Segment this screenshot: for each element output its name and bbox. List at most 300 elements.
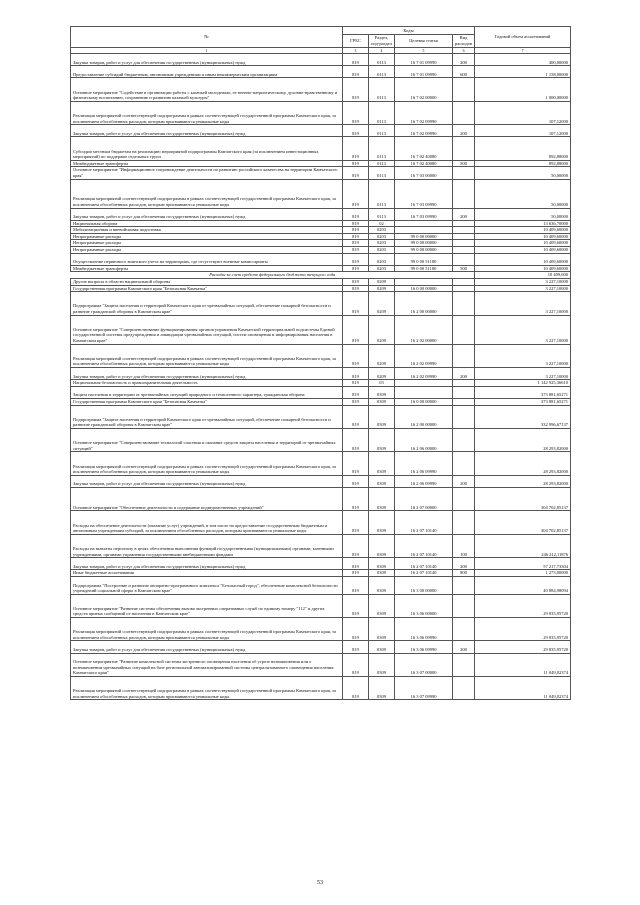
grbs-cell: 819 (343, 167, 369, 179)
expense-type-cell (453, 233, 475, 240)
table-row (71, 78, 571, 101)
table-row (71, 405, 571, 428)
grbs-cell: 819 (343, 227, 369, 234)
sum-cell: 10 409,60000 (475, 240, 571, 247)
section-cell: 0309 (369, 428, 395, 451)
grbs-cell: 819 (343, 54, 369, 66)
table-row (71, 594, 571, 617)
table-row (71, 220, 571, 227)
expense-type-cell: 100 (453, 534, 475, 557)
table-row (71, 101, 571, 124)
section-cell: 0113 (369, 54, 395, 66)
target-article-cell: 16 3 06 09990 (395, 618, 453, 641)
section-cell: 0309 (369, 576, 395, 594)
target-article-cell: 16 3 00 00000 (395, 576, 453, 594)
grbs-cell: 819 (343, 558, 369, 570)
expense-type-cell (453, 227, 475, 234)
column-index: 7 (475, 48, 571, 54)
name-cell: Расходы на выплаты персоналу в целях обеспечения выполнения функций государственными (муниципальными) органами, казенными учреждениями, органами управления государственными внебюджетными фондами (71, 534, 343, 557)
header-razdel: Раздел, под-раздел (369, 35, 395, 48)
section-cell: 0113 (369, 125, 395, 137)
expense-type-cell (453, 220, 475, 227)
target-article-cell: 16 7 02 40080 (395, 137, 453, 160)
grbs-cell: 819 (343, 233, 369, 240)
name-cell: Национальная оборона (71, 220, 343, 227)
grbs-cell: 819 (343, 428, 369, 451)
section-cell: 0309 (369, 398, 395, 405)
target-article-cell: 16 7 03 09990 (395, 208, 453, 220)
column-index: 3 (343, 48, 369, 54)
expense-type-cell (453, 576, 475, 594)
target-article-cell: 99 0 00 00000 (395, 247, 453, 254)
name-cell: Подпрограмма "Защита населения и территорий Камчатского края от чрезвычайных ситуаций, обеспечение пожарной безопасности и развитие гражданской обороны в Камчатском крае" (71, 292, 343, 315)
table-row (71, 487, 571, 510)
budget-table-page (70, 26, 570, 700)
table-row (71, 66, 571, 78)
target-article-cell: 16 7 02 40080 (395, 160, 453, 167)
grbs-cell: 819 (343, 137, 369, 160)
name-cell: Реализация мероприятий соответствующей подпрограммы в рамках соответствующей государственной программы Камчатского края, за исключением обособленных расходов, которым присваиваются уникальные коды (71, 677, 343, 700)
section-cell: 0309 (369, 641, 395, 653)
sum-cell: 3 227,10000 (475, 285, 571, 292)
section-cell: 0203 (369, 253, 395, 265)
expense-type-cell: 200 (453, 475, 475, 487)
section-cell: 0209 (369, 279, 395, 286)
grbs-cell: 819 (343, 208, 369, 220)
grbs-cell: 819 (343, 398, 369, 405)
expense-type-cell: 200 (453, 125, 475, 137)
table-row (71, 511, 571, 534)
sum-cell: 3 227,10000 (475, 344, 571, 367)
table-row (71, 240, 571, 247)
target-article-cell: 16 3 06 09990 (395, 641, 453, 653)
section-cell: 0203 (369, 240, 395, 247)
note-cell: Расходы за счет средств федерального бюджета текущего года (71, 272, 475, 279)
section-cell: 0309 (369, 452, 395, 475)
sum-cell: 332 996,67137 (475, 405, 571, 428)
target-article-cell: 16 2 00 00000 (395, 292, 453, 315)
table-row (71, 576, 571, 594)
name-cell: Реализация мероприятий соответствующей подпрограммы в рамках соответствующей государственной программы Камчатского края, за исключением обособленных расходов, которым присваиваются уникальные коды (71, 179, 343, 208)
expense-type-cell: 800 (453, 570, 475, 577)
expense-type-cell (453, 78, 475, 101)
sum-cell: 29 835,95720 (475, 618, 571, 641)
sum-cell: 373 881,65271 (475, 398, 571, 405)
grbs-cell: 819 (343, 315, 369, 344)
expense-type-cell: 600 (453, 66, 475, 78)
section-cell: 0113 (369, 66, 395, 78)
section-cell: 0203 (369, 227, 395, 234)
name-cell: Реализация мероприятий соответствующей подпрограммы в рамках соответствующей государственной программы Камчатского края, за исключением обособленных расходов, которым присваиваются уникальные коды (71, 452, 343, 475)
section-cell: 0203 (369, 265, 395, 272)
table-row (71, 233, 571, 240)
sum-cell: 10 409,600 (475, 272, 571, 279)
sum-cell: 246 212,11876 (475, 534, 571, 557)
sum-cell: 373 881,65271 (475, 386, 571, 398)
grbs-cell: 819 (343, 576, 369, 594)
name-cell: Закупка товаров, работ и услуг для обеспечения государственных (муниципальных) нужд (71, 641, 343, 653)
table-row (71, 272, 571, 279)
target-article-cell (395, 279, 453, 286)
grbs-cell: 819 (343, 380, 369, 387)
target-article-cell: 16 7 01 09990 (395, 54, 453, 66)
name-cell: Закупка товаров, работ и услуг для обеспечения государственных (муниципальных) нужд (71, 368, 343, 380)
section-cell: 0209 (369, 368, 395, 380)
target-article-cell: 16 3 07 00000 (395, 653, 453, 676)
name-cell: Субсидии местным бюджетам на реализацию мероприятий подпрограммы Камчатского края (за исключением инвестиционных мероприятий) по поддержке отдельных групп (71, 137, 343, 160)
grbs-cell: 819 (343, 285, 369, 292)
name-cell: Основное мероприятие "Совершенствование технологий спасения и оказание средств защиты населения и территорий от чрезвычайных ситуаций" (71, 428, 343, 451)
expense-type-cell (453, 405, 475, 428)
sum-cell: 10 409,60000 (475, 265, 571, 272)
sum-cell: 3 227,10000 (475, 315, 571, 344)
sum-cell: 50,00000 (475, 208, 571, 220)
target-article-cell: 99 0 00 51180 (395, 265, 453, 272)
section-cell: 0209 (369, 285, 395, 292)
table-row (71, 398, 571, 405)
target-article-cell: 16 7 02 09990 (395, 101, 453, 124)
grbs-cell: 819 (343, 570, 369, 577)
grbs-cell: 819 (343, 368, 369, 380)
name-cell: Межбюджетные трансферты (71, 265, 343, 272)
sum-cell: 10 409,60000 (475, 253, 571, 265)
expense-type-cell (453, 247, 475, 254)
name-cell: Государственная программа Камчатского края "Безопасная Камчатка" (71, 398, 343, 405)
section-cell: 0309 (369, 618, 395, 641)
section-cell: 0309 (369, 511, 395, 534)
grbs-cell: 819 (343, 78, 369, 101)
target-article-cell (395, 380, 453, 387)
sum-cell: 13 636,70000 (475, 220, 571, 227)
sum-cell: 304 702,85137 (475, 511, 571, 534)
grbs-cell: 819 (343, 475, 369, 487)
expense-type-cell (453, 452, 475, 475)
section-cell: 0309 (369, 487, 395, 510)
target-article-cell: 16 2 02 09990 (395, 368, 453, 380)
expense-type-cell (453, 594, 475, 617)
grbs-cell: 819 (343, 344, 369, 367)
target-article-cell: 99 0 00 00000 (395, 240, 453, 247)
target-article-cell: 16 2 07 10140 (395, 558, 453, 570)
section-cell: 03 (369, 380, 395, 387)
table-row (71, 125, 571, 137)
name-cell: Мобилизационная и вневойсковая подготовка (71, 227, 343, 234)
grbs-cell: 819 (343, 405, 369, 428)
grbs-cell: 819 (343, 279, 369, 286)
table-body (71, 54, 571, 700)
grbs-cell: 819 (343, 511, 369, 534)
sum-cell: 28 293,82000 (475, 428, 571, 451)
name-cell: Основное мероприятие "Совершенствование функционирования органов управления Камчатской территориальной подсистемы Единой государственной системы предупреждения и ликвидации чрезвычайных ситуаций, систем оповещения и информирования населения в Камчатском крае" (71, 315, 343, 344)
grbs-cell: 819 (343, 253, 369, 265)
sum-cell: 29 835,95720 (475, 641, 571, 653)
name-cell: Подпрограмма "Построение и развитие аппаратно-программного комплекса "Безопасный город", обеспечение комплексной безопасности учреждений социальной сферы в Камчатском крае" (71, 576, 343, 594)
name-cell: Закупка товаров, работ и услуг для обеспечения государственных (муниципальных) нужд (71, 558, 343, 570)
grbs-cell: 819 (343, 452, 369, 475)
name-cell: Иные бюджетные ассигнования (71, 570, 343, 577)
sum-cell: 400,00000 (475, 54, 571, 66)
grbs-cell: 819 (343, 125, 369, 137)
grbs-cell: 819 (343, 618, 369, 641)
name-cell: Непрограммные расходы (71, 233, 343, 240)
section-cell: 0309 (369, 653, 395, 676)
name-cell: Основное мероприятие "Развитие комплексной системы экстренного оповещения населения об угрозе возникновения или о возникновении чрезвычайных ситуаций на базе региональной автоматизированной системы централизованного оповещения населения Камчатского края" (71, 653, 343, 676)
name-cell: Закупка товаров, работ и услуг для обеспечения государственных (муниципальных) нужд (71, 208, 343, 220)
name-cell: Реализация мероприятий соответствующей подпрограммы в рамках соответствующей государственной программы Камчатского края, за исключением обособленных расходов, которым присваиваются уникальные коды (71, 618, 343, 641)
name-cell: Предоставление субсидий бюджетным, автономным учреждениям и иным некоммерческим организациям (71, 66, 343, 78)
expense-type-cell (453, 677, 475, 700)
sum-cell: 10 409,60000 (475, 233, 571, 240)
target-article-cell: 99 0 00 00000 (395, 233, 453, 240)
section-cell: 0113 (369, 167, 395, 179)
grbs-cell: 819 (343, 641, 369, 653)
target-article-cell: 16 2 02 09990 (395, 344, 453, 367)
grbs-cell: 819 (343, 265, 369, 272)
section-cell: 0203 (369, 233, 395, 240)
section-cell: 0209 (369, 292, 395, 315)
target-article-cell: 16 2 06 00000 (395, 428, 453, 451)
name-cell: Непрограммные расходы (71, 240, 343, 247)
grbs-cell: 819 (343, 487, 369, 510)
sum-cell: 10 409,60000 (475, 247, 571, 254)
name-cell: Национальная безопасность и правоохранительная деятельность (71, 380, 343, 387)
header-tsel: Целевая статья (395, 35, 453, 48)
name-cell: Непрограммные расходы (71, 247, 343, 254)
expense-type-cell (453, 380, 475, 387)
target-article-cell: 16 2 00 00000 (395, 405, 453, 428)
grbs-cell: 819 (343, 534, 369, 557)
table-row (71, 380, 571, 387)
table-row (71, 265, 571, 272)
target-article-cell: 16 7 02 00000 (395, 78, 453, 101)
section-cell: 0209 (369, 315, 395, 344)
target-article-cell (395, 220, 453, 227)
expense-type-cell (453, 285, 475, 292)
sum-cell: 28 293,82000 (475, 452, 571, 475)
table-row (71, 54, 571, 66)
expense-type-cell (453, 344, 475, 367)
expense-type-cell (453, 253, 475, 265)
section-cell: 0113 (369, 160, 395, 167)
section-cell: 0113 (369, 101, 395, 124)
section-cell: 0309 (369, 570, 395, 577)
sum-cell: 107,12000 (475, 125, 571, 137)
section-cell: 0209 (369, 344, 395, 367)
sum-cell: 40 884,98094 (475, 576, 571, 594)
expense-type-cell: 200 (453, 641, 475, 653)
expense-type-cell (453, 179, 475, 208)
table-row (71, 677, 571, 700)
table-row (71, 452, 571, 475)
name-cell: Основное мероприятие "Обеспечение деятельности и содержание подведомственных учреждений" (71, 487, 343, 510)
grbs-cell: 819 (343, 220, 369, 227)
expense-type-cell (453, 428, 475, 451)
expense-type-cell (453, 167, 475, 179)
table-row (71, 253, 571, 265)
sum-cell: 1 142 925,36610 (475, 380, 571, 387)
target-article-cell: 16 7 01 09990 (395, 66, 453, 78)
grbs-cell: 819 (343, 101, 369, 124)
name-cell: Защита населения и территории от чрезвычайных ситуаций природного и техногенного характера, гражданская оборона (71, 386, 343, 398)
sum-cell: 11 049,02374 (475, 677, 571, 700)
name-cell: Реализация мероприятий соответствующей подпрограммы в рамках соответствующей государственной программы Камчатского края, за исключением обособленных расходов, которым присваиваются уникальные коды (71, 101, 343, 124)
name-cell: Закупка товаров, работ и услуг для обеспечения государственных (муниципальных) нужд (71, 125, 343, 137)
sum-cell: 3 227,10000 (475, 279, 571, 286)
name-cell: Основное мероприятие "Содействие в организации работы с казачьей молодежью, ее военно-патриотическому, духовно-нравственному и физическому воспитанию, сохранению и развитию казачьей культуры" (71, 78, 343, 101)
sum-cell: 28 293,82000 (475, 475, 571, 487)
expense-type-cell (453, 618, 475, 641)
expense-type-cell: 200 (453, 368, 475, 380)
name-cell: Основное мероприятие "Развитие системы обеспечения вызова экстренных оперативных служб по единому номеру "112" и других средств приема сообщений от населения в Камчатском крае" (71, 594, 343, 617)
name-cell: Закупка товаров, работ и услуг для обеспечения государственных (муниципальных) нужд (71, 475, 343, 487)
name-cell: Межбюджетные трансферты (71, 160, 343, 167)
sum-cell: 892,88000 (475, 160, 571, 167)
expense-type-cell (453, 240, 475, 247)
expense-type-cell: 500 (453, 160, 475, 167)
section-cell: 0203 (369, 247, 395, 254)
expense-type-cell (453, 315, 475, 344)
header-volume: Годовой объем ассигнований (475, 27, 571, 48)
target-article-cell: 16 0 00 00000 (395, 398, 453, 405)
table-row (71, 344, 571, 367)
expense-type-cell: 200 (453, 54, 475, 66)
name-cell: Подпрограмма "Защита населения и территорий Камчатского края от чрезвычайных ситуаций, обеспечение пожарной безопасности и развитие гражданской обороны в Камчатском крае" (71, 405, 343, 428)
grbs-cell: 819 (343, 677, 369, 700)
expense-type-cell (453, 511, 475, 534)
sum-cell: 1 000,00000 (475, 78, 571, 101)
table-row (71, 558, 571, 570)
section-cell: 0309 (369, 386, 395, 398)
table-row (71, 167, 571, 179)
expense-type-cell (453, 137, 475, 160)
section-cell: 0113 (369, 179, 395, 208)
expense-type-cell: 500 (453, 265, 475, 272)
table-row (71, 618, 571, 641)
sum-cell: 3 227,10000 (475, 368, 571, 380)
section-cell: 02 (369, 220, 395, 227)
table-row (71, 292, 571, 315)
grbs-cell: 819 (343, 247, 369, 254)
header-num: № (71, 27, 343, 48)
sum-cell: 3 227,10000 (475, 292, 571, 315)
sum-cell: 107,12000 (475, 101, 571, 124)
budget-table (70, 26, 571, 700)
grbs-cell: 819 (343, 66, 369, 78)
target-article-cell: 16 0 00 00000 (395, 285, 453, 292)
grbs-cell: 819 (343, 386, 369, 398)
table-row (71, 428, 571, 451)
name-cell: Закупка товаров, работ и услуг для обеспечения государственных (муниципальных) нужд (71, 54, 343, 66)
name-cell: Другие вопросы в области национальной обороны (71, 279, 343, 286)
expense-type-cell: 200 (453, 208, 475, 220)
header-codes: Коды (343, 27, 475, 35)
section-cell: 0113 (369, 208, 395, 220)
target-article-cell: 16 2 07 10140 (395, 534, 453, 557)
target-article-cell: 16 3 06 00000 (395, 594, 453, 617)
table-row (71, 179, 571, 208)
expense-type-cell (453, 101, 475, 124)
table-row (71, 534, 571, 557)
section-cell: 0113 (369, 78, 395, 101)
sum-cell: 11 049,02374 (475, 653, 571, 676)
table-row (71, 247, 571, 254)
sum-cell: 50,00000 (475, 179, 571, 208)
section-cell: 0113 (369, 137, 395, 160)
grbs-cell: 819 (343, 160, 369, 167)
grbs-cell: 819 (343, 179, 369, 208)
name-cell: Осуществление первичного воинского учета на территориях, где отсутствуют военные комиссариаты (71, 253, 343, 265)
target-article-cell: 16 2 06 09990 (395, 452, 453, 475)
expense-type-cell (453, 653, 475, 676)
target-article-cell: 99 0 00 51180 (395, 253, 453, 265)
target-article-cell: 16 3 07 09990 (395, 677, 453, 700)
sum-cell: 304 702,85137 (475, 487, 571, 510)
table-row (71, 208, 571, 220)
expense-type-cell (453, 386, 475, 398)
target-article-cell: 16 2 07 10140 (395, 570, 453, 577)
table-row (71, 368, 571, 380)
name-cell: Основное мероприятие "Информационное сопровождение деятельности по развитию российского казачества на территории Камчатского края" (71, 167, 343, 179)
header-grbs: ГРБС (343, 35, 369, 48)
table-row (71, 570, 571, 577)
expense-type-cell (453, 279, 475, 286)
target-article-cell: 16 2 02 00000 (395, 315, 453, 344)
sum-cell: 892,88000 (475, 137, 571, 160)
target-article-cell: 16 7 02 09990 (395, 125, 453, 137)
header-vid: Вид расходов (453, 35, 475, 48)
column-index: 5 (395, 48, 453, 54)
target-article-cell: 16 2 06 09990 (395, 475, 453, 487)
table-row (71, 227, 571, 234)
table-row (71, 279, 571, 286)
grbs-cell: 819 (343, 240, 369, 247)
sum-cell: 50,00000 (475, 167, 571, 179)
grbs-cell: 819 (343, 594, 369, 617)
column-index: 4 (369, 48, 395, 54)
table-row (71, 386, 571, 398)
table-row (71, 641, 571, 653)
section-cell: 0309 (369, 558, 395, 570)
section-cell: 0309 (369, 405, 395, 428)
section-cell: 0309 (369, 475, 395, 487)
sum-cell: 57 217,73304 (475, 558, 571, 570)
expense-type-cell (453, 487, 475, 510)
target-article-cell: 16 2 07 00000 (395, 487, 453, 510)
sum-cell: 1 273,00000 (475, 570, 571, 577)
target-article-cell: 16 2 07 10140 (395, 511, 453, 534)
section-cell: 0309 (369, 677, 395, 700)
column-index: 1 (71, 48, 343, 54)
name-cell: Реализация мероприятий соответствующей подпрограммы в рамках соответствующей государственной программы Камчатского края, за исключением обособленных расходов, которым присваиваются уникальные коды (71, 344, 343, 367)
sum-cell: 1 158,00000 (475, 66, 571, 78)
table-row (71, 475, 571, 487)
expense-type-cell (453, 398, 475, 405)
column-index: 6 (453, 48, 475, 54)
table-row (71, 653, 571, 676)
name-cell: Государственная программа Камчатского края "Безопасная Камчатка" (71, 285, 343, 292)
expense-type-cell (453, 292, 475, 315)
section-cell: 0309 (369, 534, 395, 557)
expense-type-cell: 200 (453, 558, 475, 570)
target-article-cell: 16 7 03 00000 (395, 167, 453, 179)
name-cell: Расходы на обеспечение деятельности (оказание услуг) учреждений, в том числе на предоставление государственным бюджетным и автономным учреждениям субсидий, за исключением обособленных расходов, которым присваиваются уникальные коды (71, 511, 343, 534)
target-article-cell: 16 7 03 09990 (395, 179, 453, 208)
sum-cell: 10 409,60000 (475, 227, 571, 234)
grbs-cell: 819 (343, 653, 369, 676)
grbs-cell: 819 (343, 292, 369, 315)
page-number: 53 (317, 880, 323, 886)
sum-cell: 29 835,95720 (475, 594, 571, 617)
